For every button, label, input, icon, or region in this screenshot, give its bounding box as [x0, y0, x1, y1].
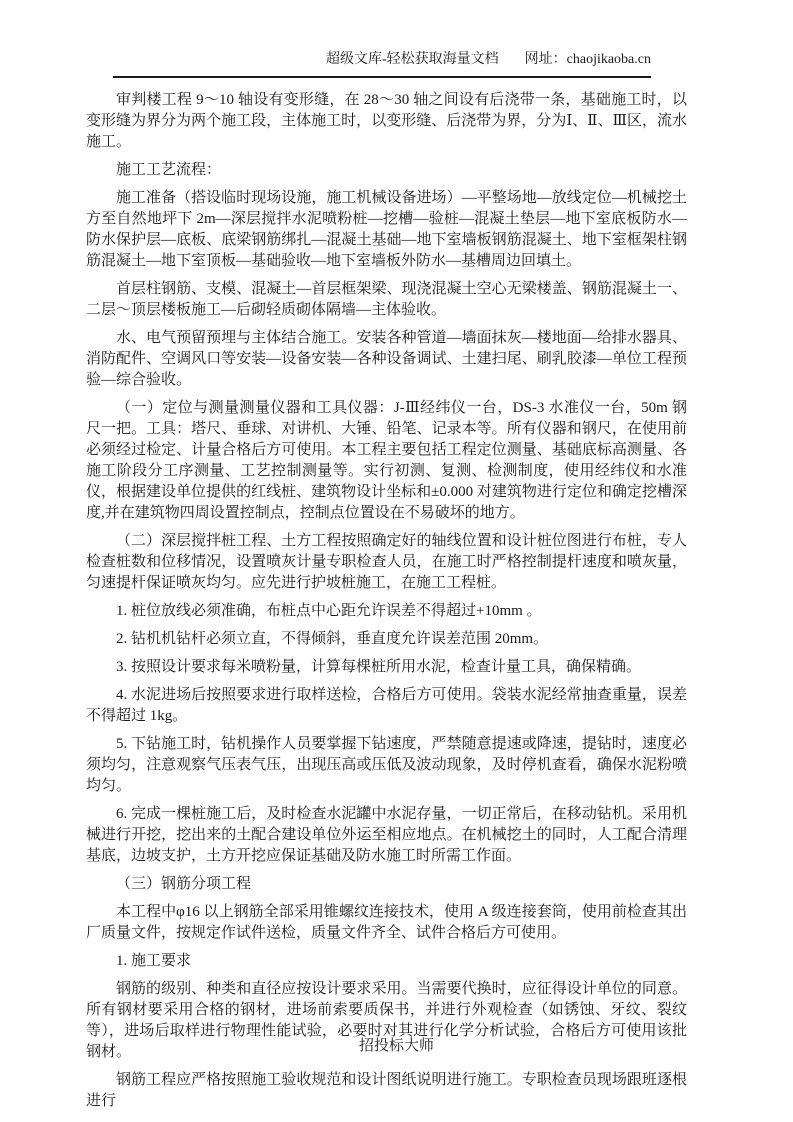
list-item-6: 6. 完成一棵桩施工后，及时检查水泥罐中水泥存量，一切正常后，在移动钻机。采用机械进行开挖，挖出来的土配合建设单位外运至相应地点。在机械挖土的同时，人工配合清理基底，边坡支护，土方开挖应保证基础及防水施工时所需工作面。	[86, 806, 687, 864]
paragraph-section-2-piling: （二）深层搅拌桩工程、土方工程按照确定好的轴线位置和设计桩位图进行布桩，专人检查桩数和位移情况，设置喷灰计量专职检查人员，在施工时严格控制提杆速度和喷灰量，匀速提杆保证喷灰均匀。应先进行护坡桩施工，在施工工程桩。	[86, 533, 687, 591]
paragraph-rebar-coupling: 本工程中φ16 以上钢筋全部采用锥螺纹连接技术，使用 A 级连接套筒，使用前检查其出厂质量文件，按规定作试件送检，质量文件齐全、试件合格后方可使用。	[86, 904, 687, 941]
paragraph-superstructure-flow: 首层柱钢筋、支模、混凝土—首层框架梁、现浇混凝土空心无梁楼盖、钢筋混凝土一、二层～顶层楼板施工—后砌轻质砌体隔墙—主体验收。	[86, 281, 687, 318]
paragraph-intro-axes: 审判楼工程 9～10 轴设有变形缝，在 28～30 轴之间设有后浇带一条，基础施工时，以变形缝为界分为两个施工段，主体施工时，以变形缝、后浇带为界，分为Ⅰ、Ⅱ、Ⅲ区，流水施工。	[86, 92, 687, 150]
list-item-4: 4. 水泥进场后按照要求进行取样送检，合格后方可使用。袋装水泥经常抽查重量，误差不得超过 1kg。	[86, 687, 687, 724]
list-item-1: 1. 桩位放线必须准确，布桩点中心距允许误差不得超过+10mm 。	[116, 603, 542, 619]
paragraph-section-3-rebar-title: （三）钢筋分项工程	[116, 876, 252, 892]
paragraph-section-1-survey: （一）定位与测量测量仪器和工具仪器：J-Ⅲ经纬仪一台，DS-3 水准仪一台，50m 钢尺一把。工具：塔尺、垂球、对讲机、大锤、铅笔、记录本等。所有仪器和钢尺，在使用前必须经过检定、计量合格后方可使用。本工程主要包括工程定位测量、基础底标高测量、各施工阶段分工序测量、工艺控制测量等。实行初测、复测、检测制度，使用经纬仪和水准仪，根据建设单位提供的红线桩、建筑物设计坐标和±0.000 对建筑物进行定位和确定挖槽深度,并在建筑物四周设置控制点，控制点位置设在不易破坏的地方。	[86, 400, 687, 521]
paragraph-rebar-inspection: 钢筋工程应严格按照施工验收规范和设计图纸说明进行施工。专职检查员现场跟班逐根进行	[86, 1072, 687, 1109]
header-url-label: 网址：chaojikaoba.cn	[524, 52, 651, 67]
paragraph-rebar-grade: 钢筋的级别、种类和直径应按设计要求采用。当需要代换时，应征得设计单位的同意。所有钢材要采用合格的钢材，进场前索要质保书，并进行外观检查（如锈蚀、牙纹、裂纹等），进场后取样进行物理性能试验，必要时对其进行化学分析试验，合格后方可使用该批钢材。	[86, 981, 687, 1060]
page-footer	[0, 1036, 793, 1057]
page-header	[113, 50, 651, 78]
footer-text: 招投标大师	[358, 1038, 434, 1054]
list-item-3: 3. 按照设计要求每米喷粉量，计算每棵桩所用水泥，检查计量工具，确保精确。	[116, 659, 642, 675]
paragraph-mep-flow: 水、电气预留预埋与主体结合施工。安装各种管道—墙面抹灰—楼地面—给排水器具、消防配件、空调风口等安装—设备安装—各种设备调试、土建扫尾、刷乳胶漆—单位工程预验—综合验收。	[86, 330, 687, 388]
list-item-2: 2. 钻机机钻杆必须立直，不得倾斜，垂直度允许误差范围 20mm。	[116, 631, 549, 647]
document-body	[86, 90, 687, 1119]
header-site-label: 超级文库-轻松获取海量文档	[325, 52, 499, 67]
paragraph-preparation-flow: 施工准备（搭设临时现场设施，施工机械设备进场）—平整场地—放线定位—机械挖土方至自然地坪下 2m—深层搅拌水泥喷粉桩—挖槽—验桩—混凝土垫层—地下室底板防水—防水保护层—底板、底梁钢筋绑扎—混凝土基础—地下室墙板钢筋混凝土、地下室框架柱钢筋混凝土—地下室顶板—基础验收—地下室墙板外防水—基槽周边回填土。	[86, 190, 687, 269]
paragraph-construction-requirements-title: 1. 施工要求	[116, 953, 192, 969]
list-item-5: 5. 下钻施工时，钻机操作人员要掌握下钻速度，严禁随意提速或降速，提钻时，速度必须均匀，注意观察气压表气压，出现压高或压低及波动现象，及时停机查看，确保水泥粉喷均匀。	[86, 736, 687, 794]
paragraph-process-flow-title: 施工工艺流程：	[116, 162, 222, 178]
